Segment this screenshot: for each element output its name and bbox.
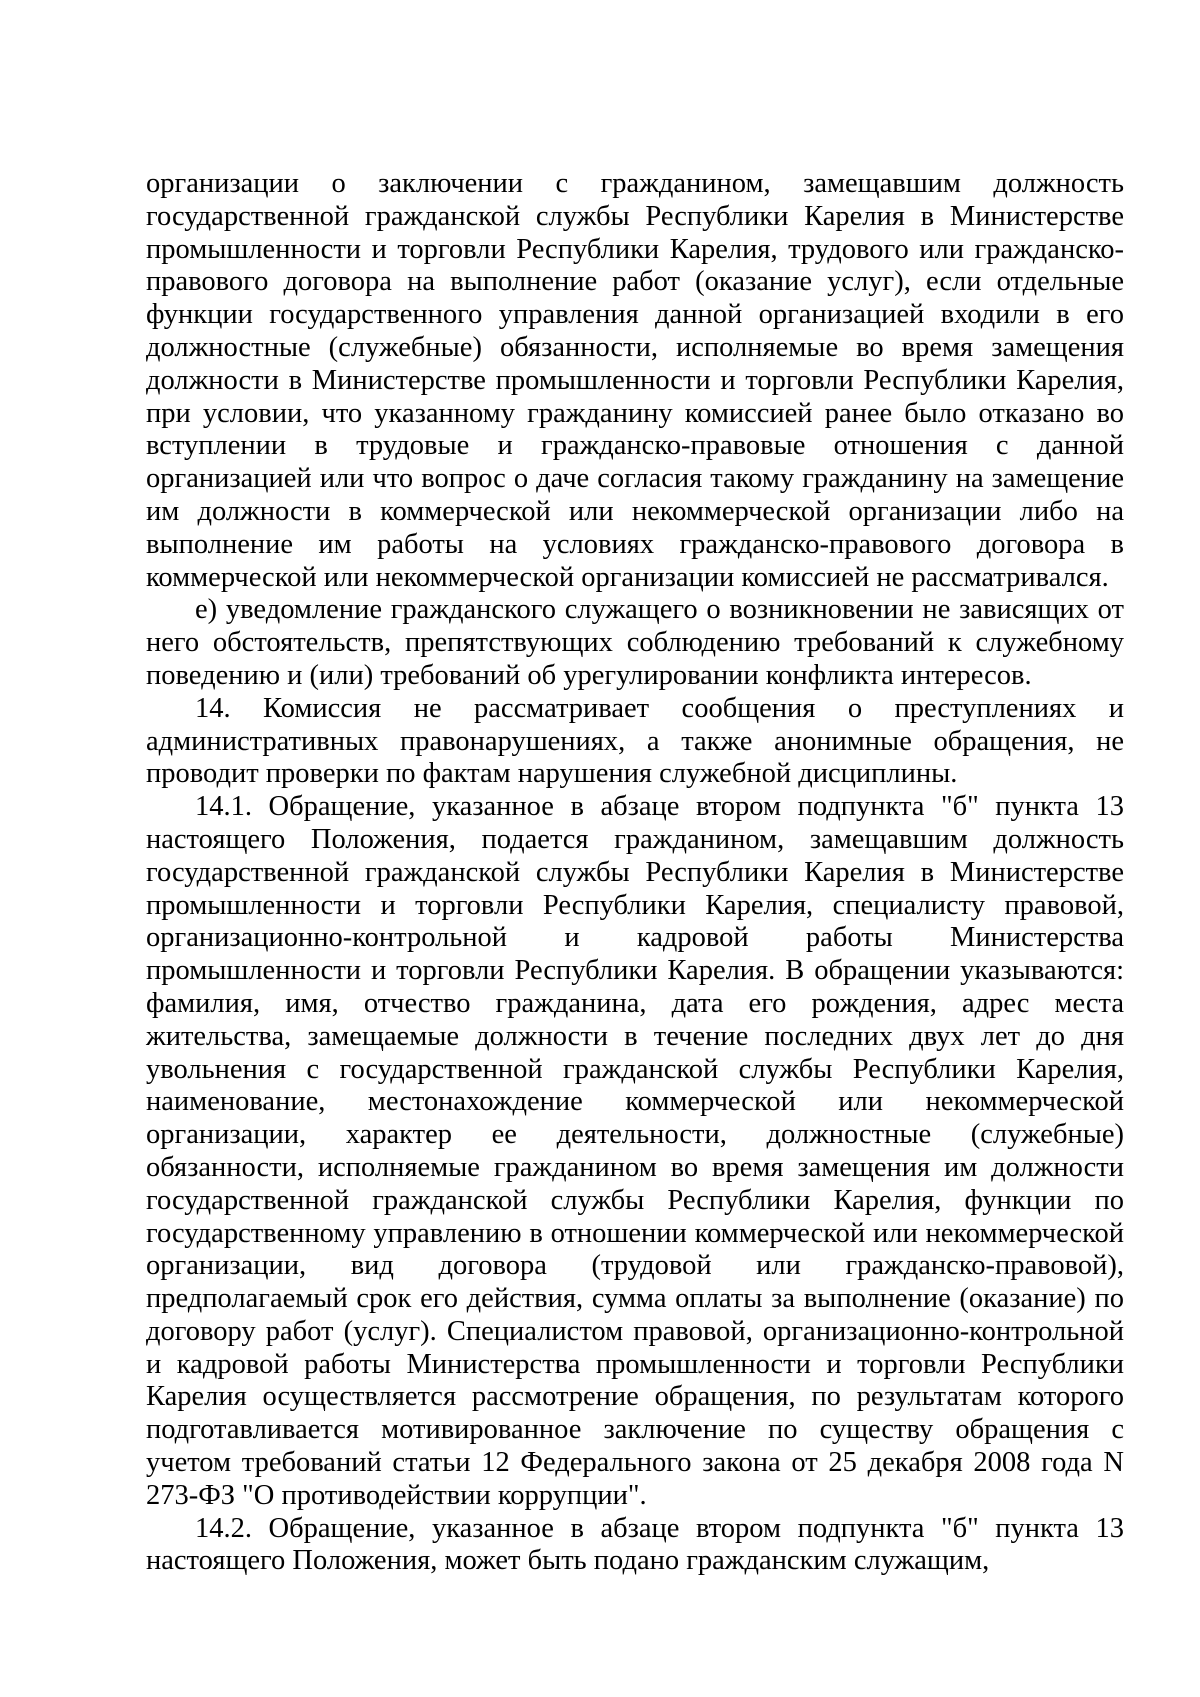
paragraph-item-e: е) уведомление гражданского служащего о возникновении не зависящих от него обстоятельств, препятствующих соблюдению требований к служебному поведению и (или) требований об урегулировании конфликта интересов. (146, 594, 1124, 691)
document-body (146, 168, 1124, 1578)
paragraph-item-14: 14. Комиссия не рассматривает сообщения о преступлениях и административных правонарушениях, а также анонимные обращения, не проводит проверки по фактам нарушения служебной дисциплины. (146, 692, 1124, 790)
paragraph-item-14-1: 14.1. Обращение, указанное в абзаце втором подпункта "б" пункта 13 настоящего Положения, подается гражданином, замещавшим должность государственной гражданской службы Республики Карелия в Министерстве промышленности и торговли Республики Карелия, специалисту правовой, организационно-контрольной и кадровой работы Министерства промышленности и торговли Республики Карелия. В обращении указываются: фамилия, имя, отчество гражданина, дата его рождения, адрес места жительства, замещаемые должности в течение последних двух лет до дня увольнения с государственной гражданской службы Республики Карелия, наименование, местонахождение коммерческой или некоммерческой организации, характер ее деятельности, должностные (служебные) обязанности, исполняемые гражданином во время замещения им должности государственной гражданской службы Республики Карелия, функции по государственному управлению в отношении коммерческой или некоммерческой организации, вид договора (трудовой или гражданско-правовой), предполагаемый срок его действия, сумма оплаты за выполнение (оказание) по договору работ (услуг). Специалистом правовой, организационно-контрольной и кадровой работы Министерства промышленности и торговли Республики Карелия осуществляется рассмотрение обращения, по результатам которого подготавливается мотивированное заключение по существу обращения с учетом требований статьи 12 Федерального закона от 25 декабря 2008 года N 273-ФЗ "О противодействии коррупции". (146, 791, 1124, 1511)
paragraph-item-14-2: 14.2. Обращение, указанное в абзаце втором подпункта "б" пункта 13 настоящего Положения, может быть подано гражданским служащим, (146, 1512, 1124, 1577)
paragraph-continuation: организации о заключении с гражданином, замещавшим должность государственной гражданской службы Республики Карелия в Министерстве промышленности и торговли Республики Карелия, трудового или гражданско-правового договора на выполнение работ (оказание услуг), если отдельные функции государственного управления данной организацией входили в его должностные (служебные) обязанности, исполняемые во время замещения должности в Министерстве промышленности и торговли Республики Карелия, при условии, что указанному гражданину комиссией ранее было отказано во вступлении в трудовые и гражданско-правовые отношения с данной организацией или что вопрос о даче согласия такому гражданину на замещение им должности в коммерческой или некоммерческой организации либо на выполнение им работы на условиях гражданско-правового договора в коммерческой или некоммерческой организации комиссией не рассматривался. (146, 168, 1124, 593)
